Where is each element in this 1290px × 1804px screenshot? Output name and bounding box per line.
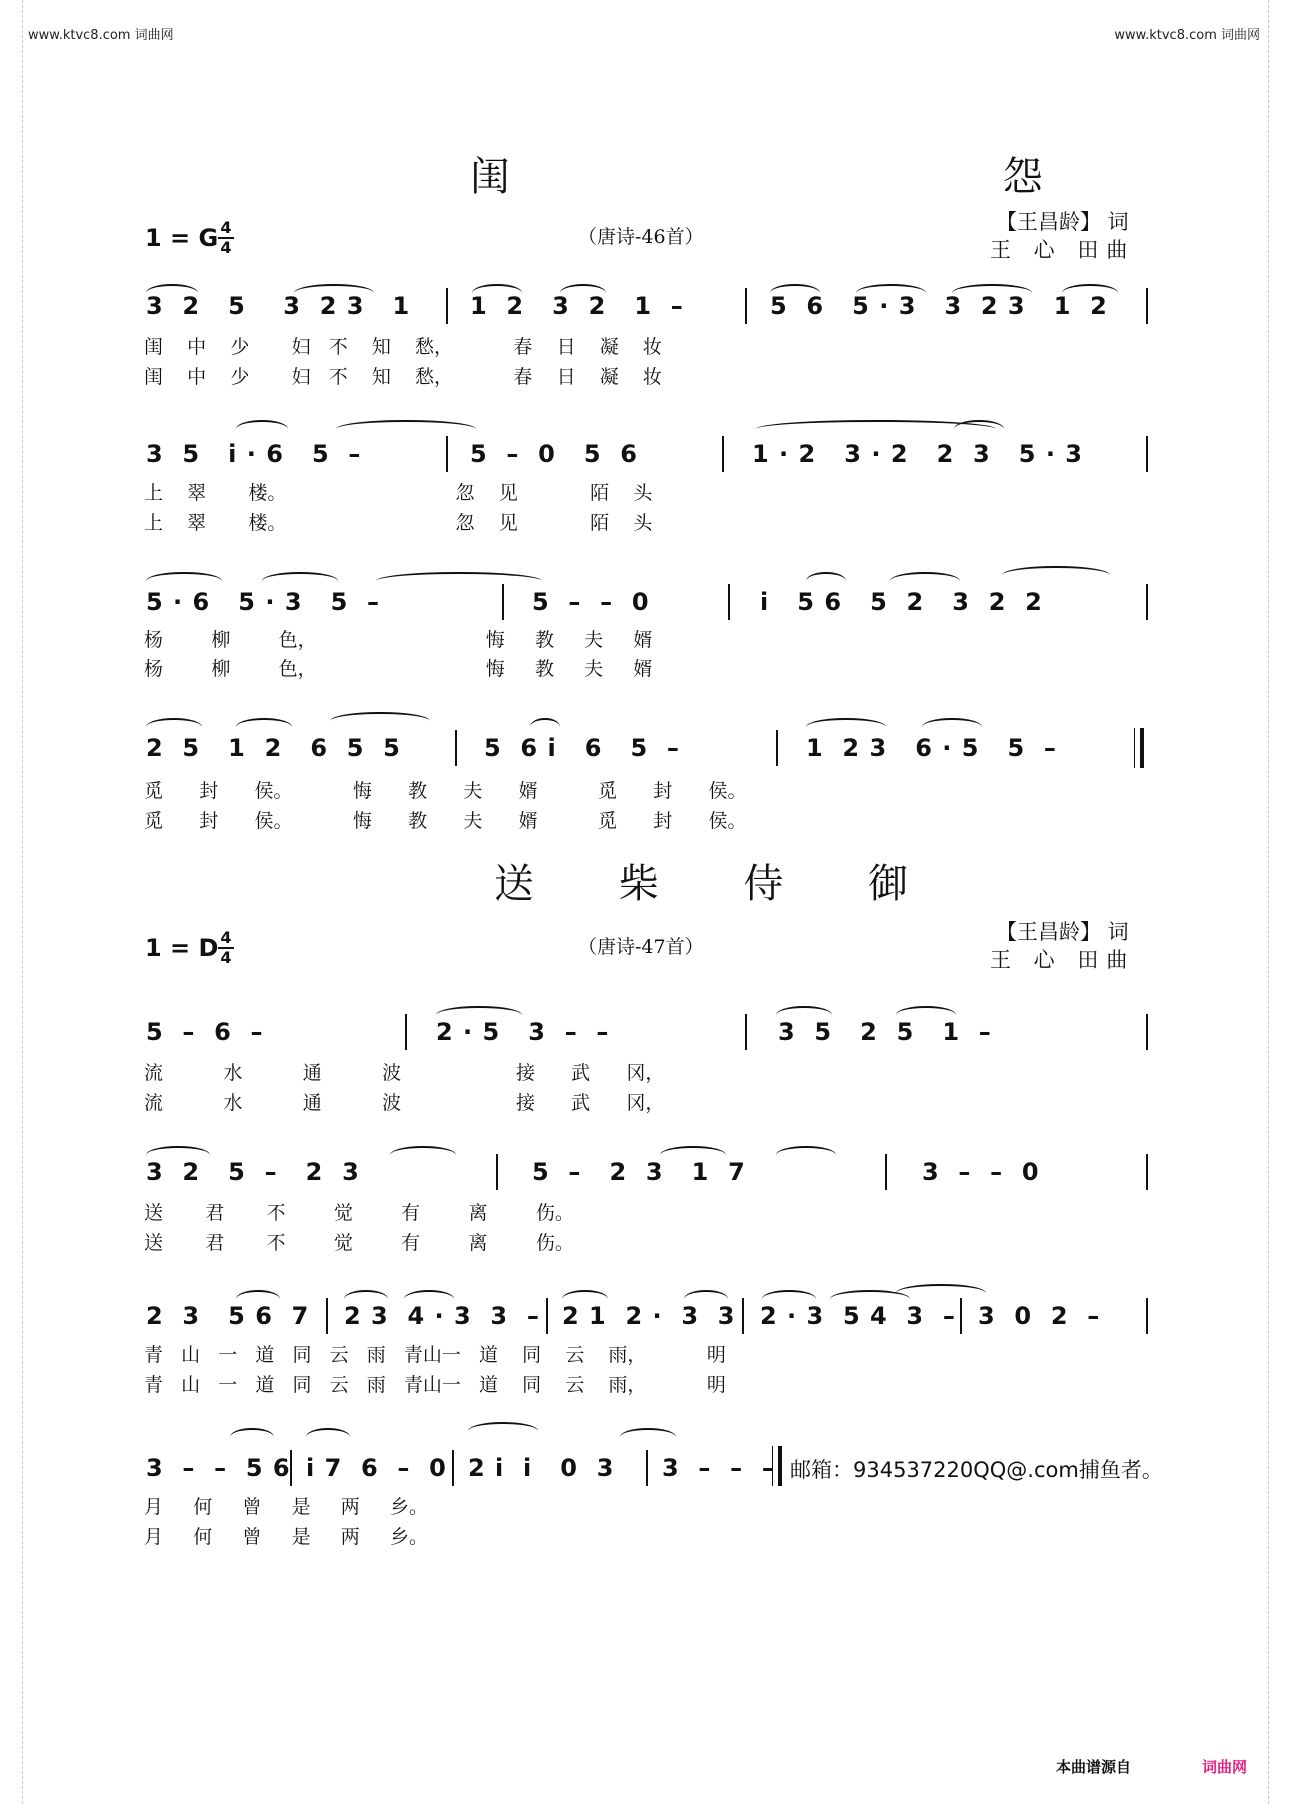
song1-row1-measure1: 3 2 5 3 2 3 1	[146, 292, 411, 320]
slur	[330, 712, 430, 730]
song2-credit-music: 王 心 田曲	[990, 948, 1136, 972]
barline	[446, 288, 448, 324]
song1-row3-lyric1: 杨 柳 色， 悔 教 夫 婿	[144, 629, 653, 651]
barline	[776, 730, 778, 766]
barline	[1146, 436, 1148, 472]
song1-row2-measure2: 5 – 0 5 6	[470, 440, 638, 468]
song2-time-signature	[218, 930, 234, 966]
song2-row4-lyric2: 月 何 曾 是 两 乡。	[144, 1526, 428, 1548]
barline	[1146, 1154, 1148, 1190]
footer-source-label: 本曲谱源自	[1056, 1758, 1132, 1776]
song2-time-top: 4	[220, 928, 232, 947]
slur	[954, 420, 1004, 438]
song2-row1-measure3: 3 5 2 5 1 –	[778, 1018, 992, 1046]
right-border-line	[1268, 0, 1269, 1804]
song2-row3-lyric1: 青 山 一 道 同 云 雨 青山一 道 同 云 雨， 明	[144, 1344, 726, 1366]
song1-row3-measure3: i 5 6 5 2 3 2 2	[760, 588, 1043, 616]
barline	[446, 436, 448, 472]
slur	[376, 572, 542, 590]
song2-row4-measure2: i 7 6 – 0	[306, 1454, 447, 1482]
site-watermark-left: www.ktvc8.com 词曲网	[28, 28, 174, 43]
barline	[960, 1298, 962, 1334]
barline	[496, 1154, 498, 1190]
email-note: 邮箱：934537220QQ@.com捕鱼者。	[790, 1458, 1163, 1482]
song1-row3-measure2: 5 – – 0	[532, 588, 650, 616]
repeat-barline	[1134, 728, 1135, 768]
repeat-barline	[772, 1446, 773, 1486]
barline	[455, 730, 457, 766]
song1-time-signature	[218, 220, 234, 256]
song2-row4-measure3: 2 i i 0 3	[468, 1454, 615, 1482]
song2-row2-measure3: 3 – – 0	[922, 1158, 1040, 1186]
song2-time-bottom: 4	[220, 948, 232, 967]
slur	[776, 1146, 836, 1164]
song2-row4-lyric1: 月 何 曾 是 两 乡。	[144, 1496, 428, 1518]
song1-row1-lyric2: 闺 中 少 妇 不 知 愁， 春 日 凝 妆	[144, 366, 662, 388]
song1-row2-lyric2: 上 翠 楼。 忽 见 陌 头	[144, 512, 653, 534]
final-barline	[778, 1446, 782, 1486]
barline	[722, 436, 724, 472]
song2-title: 送 柴 侍 御	[494, 861, 945, 907]
song1-row1-measure3: 5 6 5 · 3 3 2 3 1 2	[770, 292, 1108, 320]
slur	[620, 1428, 676, 1446]
song2-row1-lyric1: 流 水 通 波 接 武 冈，	[144, 1062, 665, 1084]
barline	[1146, 1014, 1148, 1050]
song1-row3-lyric2: 杨 柳 色， 悔 教 夫 婿	[144, 658, 653, 680]
slur	[306, 1428, 350, 1446]
left-border-line	[22, 0, 23, 1804]
song2-row2-measure2: 5 – 2 3 1 7	[532, 1158, 746, 1186]
song2-row1-measure2: 2 · 5 3 – –	[436, 1018, 610, 1046]
song2-row3-measure5: 3 0 2 –	[978, 1302, 1101, 1330]
song1-title: 闺 怨	[470, 154, 1283, 200]
song2-row4-measure1: 3 – – 5 6	[146, 1454, 291, 1482]
barline	[728, 584, 730, 620]
song1-subtitle: （唐诗-46首）	[578, 226, 704, 248]
barline	[885, 1154, 887, 1190]
song1-time-bottom: 4	[220, 238, 232, 257]
barline	[1146, 1298, 1148, 1334]
song2-row1-lyric2: 流 水 通 波 接 武 冈，	[144, 1092, 665, 1114]
site-watermark-right: www.ktvc8.com 词曲网	[1114, 28, 1260, 43]
slur	[336, 420, 476, 438]
barline	[452, 1450, 454, 1486]
barline	[1146, 288, 1148, 324]
song1-row4-measure2: 5 6 i 6 5 –	[484, 734, 680, 762]
song2-row1-measure1: 5 – 6 –	[146, 1018, 264, 1046]
slur	[230, 1428, 274, 1446]
barline	[646, 1450, 648, 1486]
song2-row3-measure2: 2 3 4 · 3 3 –	[344, 1302, 540, 1330]
barline	[546, 1298, 548, 1334]
song1-row4-measure3: 1 2 3 6 · 5 5 –	[806, 734, 1057, 762]
barline	[742, 1298, 744, 1334]
song1-row2-measure1: 3 5 i · 6 5 –	[146, 440, 362, 468]
song2-row2-lyric1: 送 君 不 觉 有 离 伤。	[144, 1202, 574, 1224]
song1-row3-measure1: 5 · 6 5 · 3 5 –	[146, 588, 380, 616]
barline	[326, 1298, 328, 1334]
song2-row3-measure4: 2 · 3 5 4 3 –	[760, 1302, 956, 1330]
slur	[896, 1284, 986, 1302]
song1-row2-measure3: 1 · 2 3 · 2 2 3 5 · 3	[752, 440, 1083, 468]
song1-credit-music: 王 心 田曲	[990, 238, 1136, 262]
song2-subtitle: （唐诗-47首）	[578, 936, 704, 958]
barline	[745, 1014, 747, 1050]
song1-time-top: 4	[220, 218, 232, 237]
song2-row3-measure1: 2 3 5 6 7	[146, 1302, 310, 1330]
slur	[468, 1422, 538, 1440]
song2-row3-lyric2: 青 山 一 道 同 云 雨 青山一 道 同 云 雨， 明	[144, 1374, 726, 1396]
song1-row4-measure1: 2 5 1 2 6 5 5	[146, 734, 401, 762]
song1-credit-lyric: 【王昌龄】 词	[996, 210, 1129, 234]
song1-row4-lyric1: 觅 封 侯。 悔 教 夫 婿 觅 封 侯。	[144, 780, 747, 802]
barline	[745, 288, 747, 324]
final-barline	[1140, 728, 1144, 768]
barline	[290, 1450, 292, 1486]
song2-row4-measure4: 3 – – –	[662, 1454, 775, 1482]
slur	[1002, 566, 1110, 584]
barline	[405, 1014, 407, 1050]
song1-row1-measure2: 1 2 3 2 1 –	[470, 292, 684, 320]
song1-key: 1 = G	[145, 224, 219, 252]
barline	[1146, 584, 1148, 620]
song2-row2-measure1: 3 2 5 – 2 3	[146, 1158, 360, 1186]
song2-key: 1 = D	[145, 934, 219, 962]
song2-row3-measure3: 2 1 2 · 3 3	[562, 1302, 736, 1330]
song1-row4-lyric2: 觅 封 侯。 悔 教 夫 婿 觅 封 侯。	[144, 810, 747, 832]
song1-row1-lyric1: 闺 中 少 妇 不 知 愁， 春 日 凝 妆	[144, 336, 662, 358]
barline	[502, 584, 504, 620]
footer-site-name: 词曲网	[1202, 1758, 1248, 1776]
song2-credit-lyric: 【王昌龄】 词	[996, 920, 1129, 944]
slur	[236, 420, 288, 438]
song1-row2-lyric1: 上 翠 楼。 忽 见 陌 头	[144, 482, 653, 504]
song2-row2-lyric2: 送 君 不 觉 有 离 伤。	[144, 1232, 574, 1254]
slur	[390, 1146, 456, 1164]
